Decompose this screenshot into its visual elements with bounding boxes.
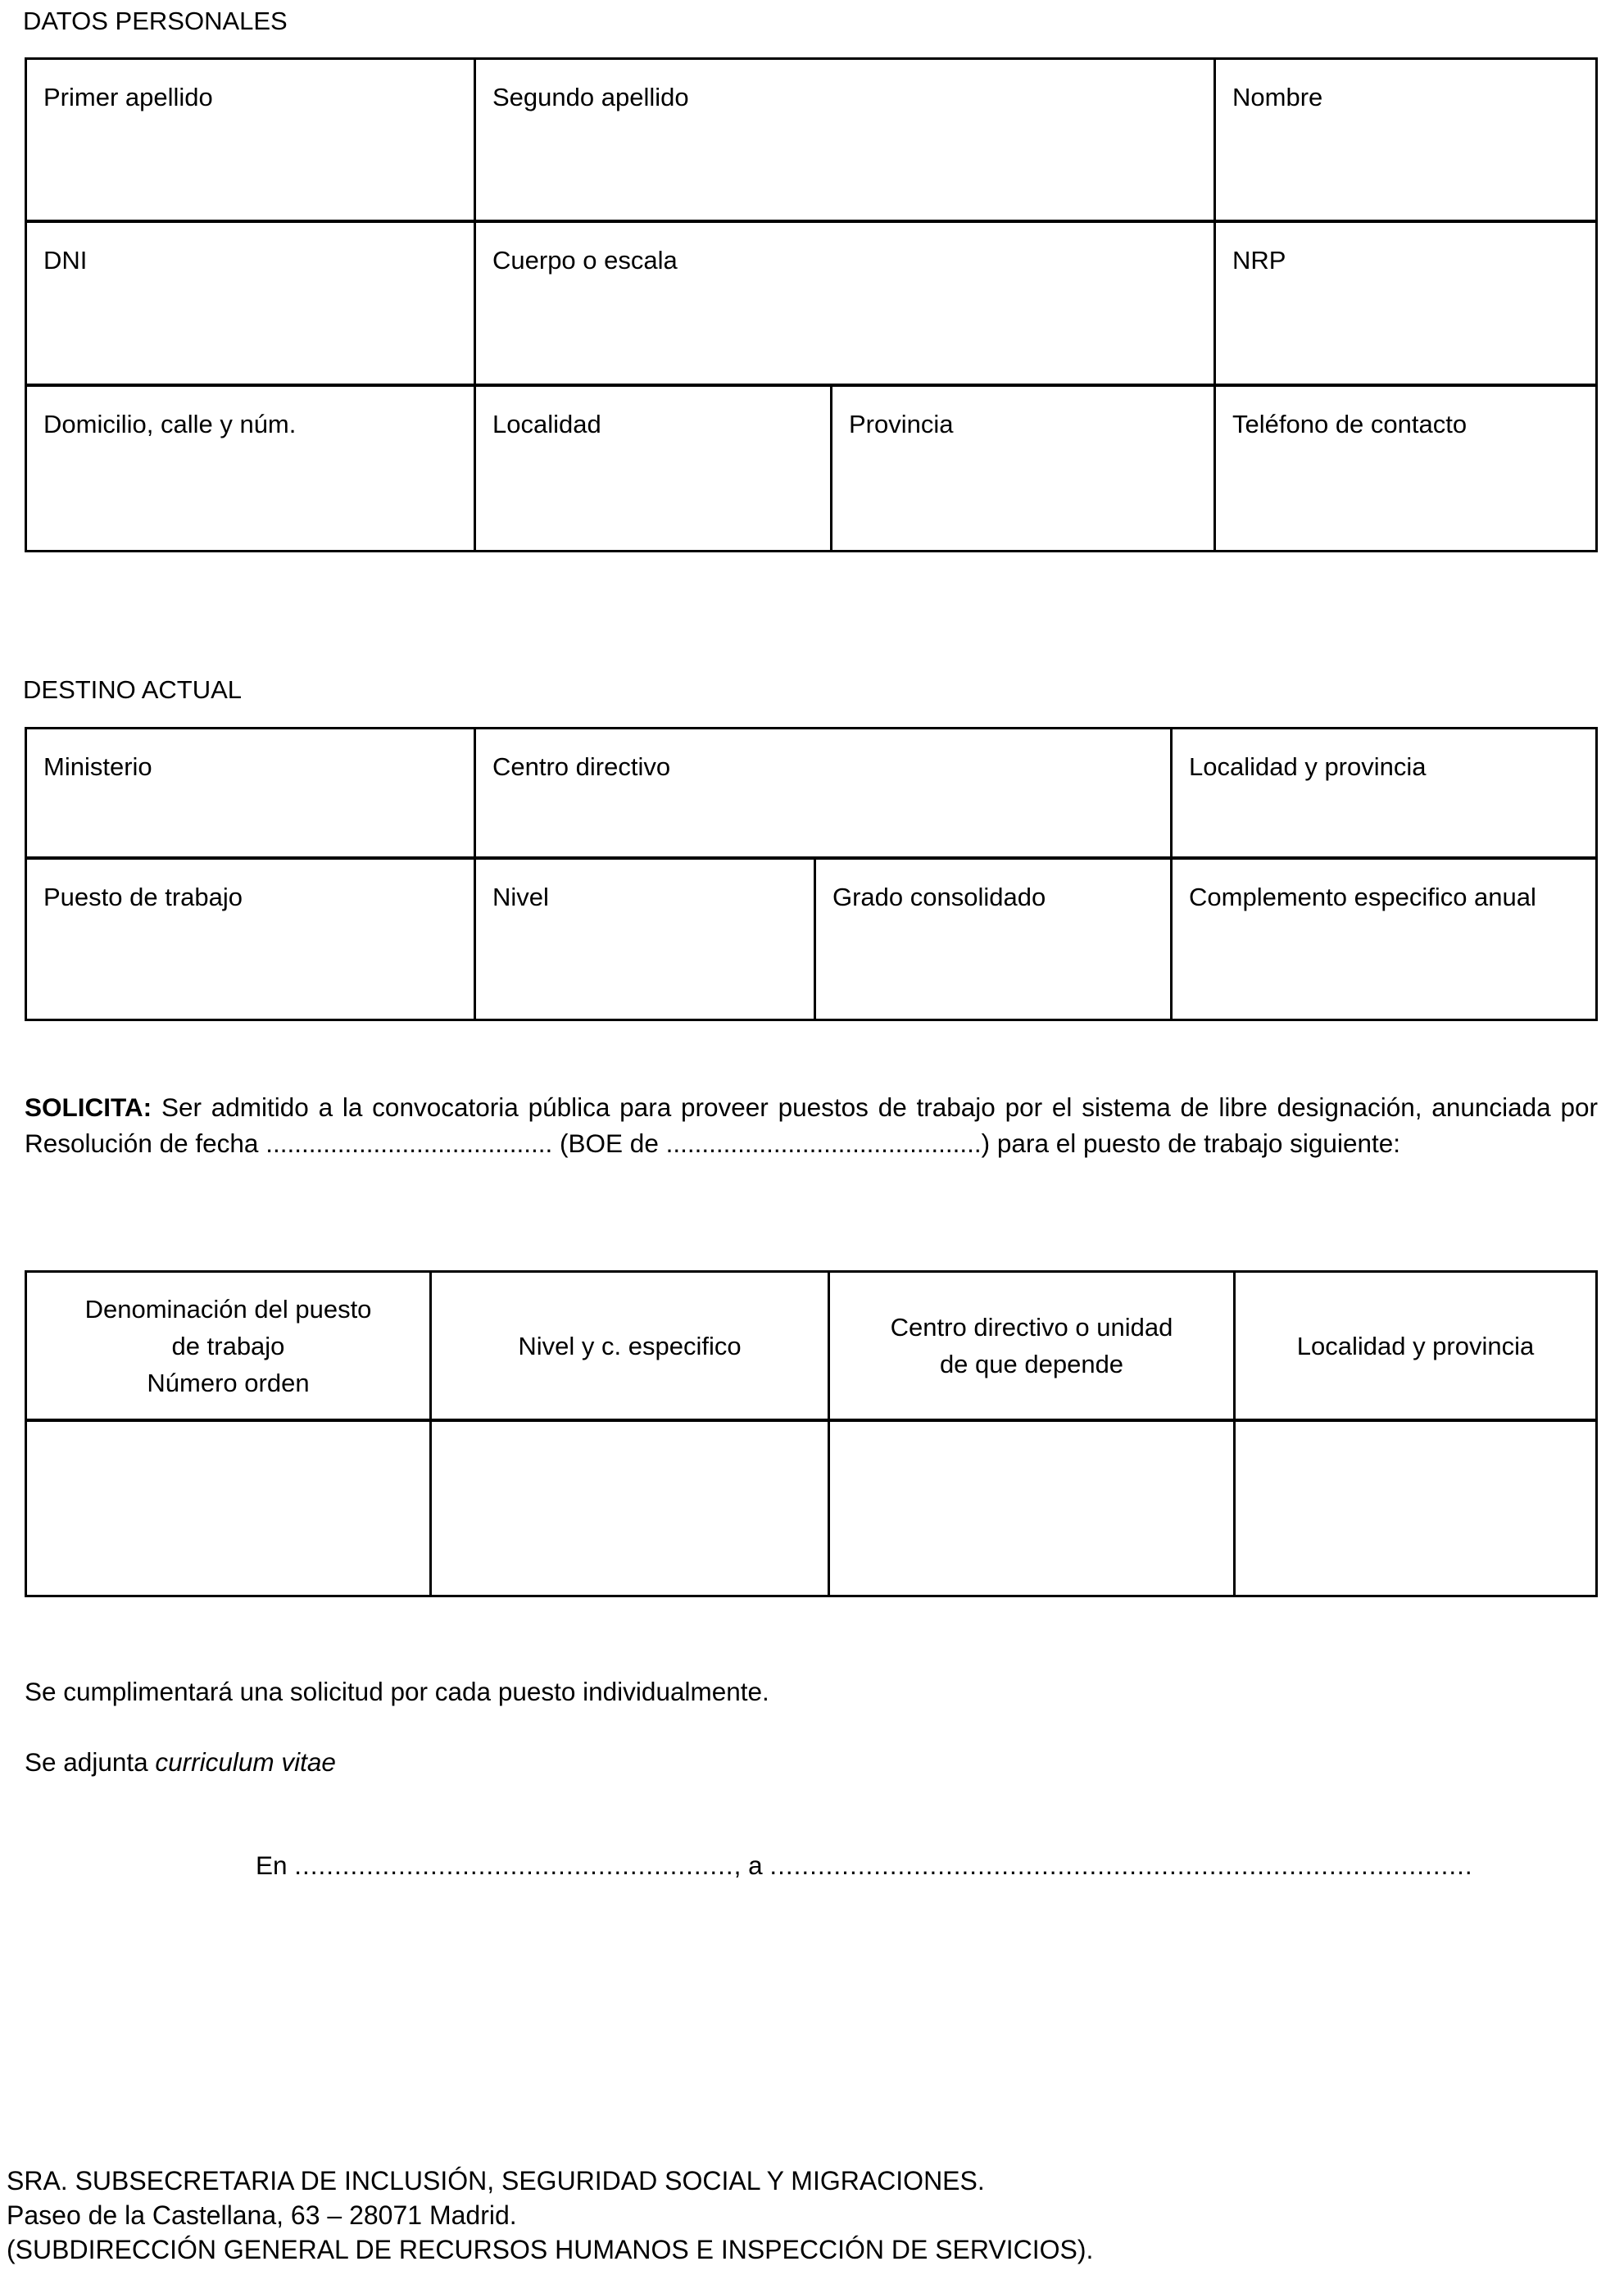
solicita-text-1: Ser admitido a la convocatoria pública para proveer puestos de trabajo por el sistema de libre designación, anunciada por Resolución de fecha [25,1092,1598,1158]
table-row [27,384,1595,550]
empty-cell-nivel-especifico [429,1422,828,1595]
solicita-text-2: (BOE de [552,1128,666,1158]
cell-provincia: Provincia [830,387,1213,550]
table-row [27,729,1595,856]
cell-nrp: NRP [1213,223,1595,384]
place-dotted-blank: ....................................................... [294,1850,734,1880]
cell-nombre: Nombre [1213,60,1595,220]
cell-cuerpo-escala: Cuerpo o escala [474,223,1213,384]
cell-puesto-trabajo: Puesto de trabajo [43,883,243,911]
cell-grado-consolidado: Grado consolidado [814,860,1170,1019]
puesto-solicitado-table [25,1270,1598,1597]
header-centro-directivo-line1: Centro directivo o unidad [890,1313,1173,1342]
footer-department: (SUBDIRECCIÓN GENERAL DE RECURSOS HUMANOS E INSPECCIÓN DE SERVICIOS). [7,2235,1094,2264]
destino-actual-table [25,727,1598,1021]
table-row [27,220,1595,384]
footer-recipient: SRA. SUBSECRETARIA DE INCLUSIÓN, SEGURIDAD SOCIAL Y MIGRACIONES. [7,2166,985,2196]
header-nivel-especifico-label: Nivel y c. especifico [518,1331,742,1360]
solicita-paragraph [25,1089,1598,1161]
date-line-en: En [256,1850,295,1880]
section-title-destino-actual: DESTINO ACTUAL [23,675,242,704]
cell-centro-directivo: Centro directivo [474,729,1170,856]
cell-segundo-apellido: Segundo apellido [474,60,1213,220]
header-denominacion-line2: de trabajo [171,1331,285,1360]
table-row [27,60,1595,220]
cell-primer-apellido: Primer apellido [43,83,213,111]
table-body-row [27,1419,1595,1595]
cell-localidad: Localidad [474,387,830,550]
solicita-text-3: ) para el puesto de trabajo siguiente: [981,1128,1401,1158]
cell-localidad-provincia: Localidad y provincia [1170,729,1595,856]
header-localidad-provincia [1233,1273,1595,1419]
table-header-row [27,1273,1595,1419]
header-centro-directivo [828,1273,1233,1419]
cell-telefono: Teléfono de contacto [1213,387,1595,550]
empty-cell-localidad-provincia [1233,1422,1595,1595]
header-denominacion-line3: Número orden [147,1368,310,1397]
solicita-dotted-blank-fecha: ........................................ [265,1128,553,1158]
datos-personales-table [25,57,1598,552]
header-localidad-provincia-label: Localidad y provincia [1296,1331,1535,1360]
section-title-datos-personales: DATOS PERSONALES [23,7,288,35]
header-denominacion-line1: Denominación del puesto [84,1294,372,1324]
note-curriculum [25,1746,336,1778]
header-nivel-especifico [429,1273,828,1419]
cell-complemento-especifico: Complemento especifico anual [1170,860,1595,1019]
date-line-a: , a [733,1850,770,1880]
note-una-solicitud: Se cumplimentará una solicitud por cada puesto individualmente. [25,1677,769,1706]
cell-ministerio: Ministerio [43,752,152,781]
header-centro-directivo-line2: de que depende [939,1350,1124,1378]
cell-nivel: Nivel [474,860,814,1019]
footer-address-block [7,2164,1093,2267]
empty-cell-centro-directivo [828,1422,1233,1595]
note-curriculum-prefix: Se adjunta [25,1747,156,1777]
place-date-line [256,1849,1473,1882]
solicita-dotted-blank-boe: ............................................ [665,1128,982,1158]
solicita-label: SOLICITA: [25,1092,152,1122]
footer-street-address: Paseo de la Castellana, 63 – 28071 Madrid. [7,2200,517,2230]
header-denominacion [27,1273,429,1419]
cell-dni: DNI [43,246,88,275]
date-dotted-blank: ........................................................................................ [769,1850,1473,1880]
empty-cell-denominacion [27,1422,429,1595]
cell-domicilio: Domicilio, calle y núm. [43,410,297,438]
table-row [27,856,1595,1019]
note-curriculum-italic: curriculum vitae [155,1747,336,1777]
